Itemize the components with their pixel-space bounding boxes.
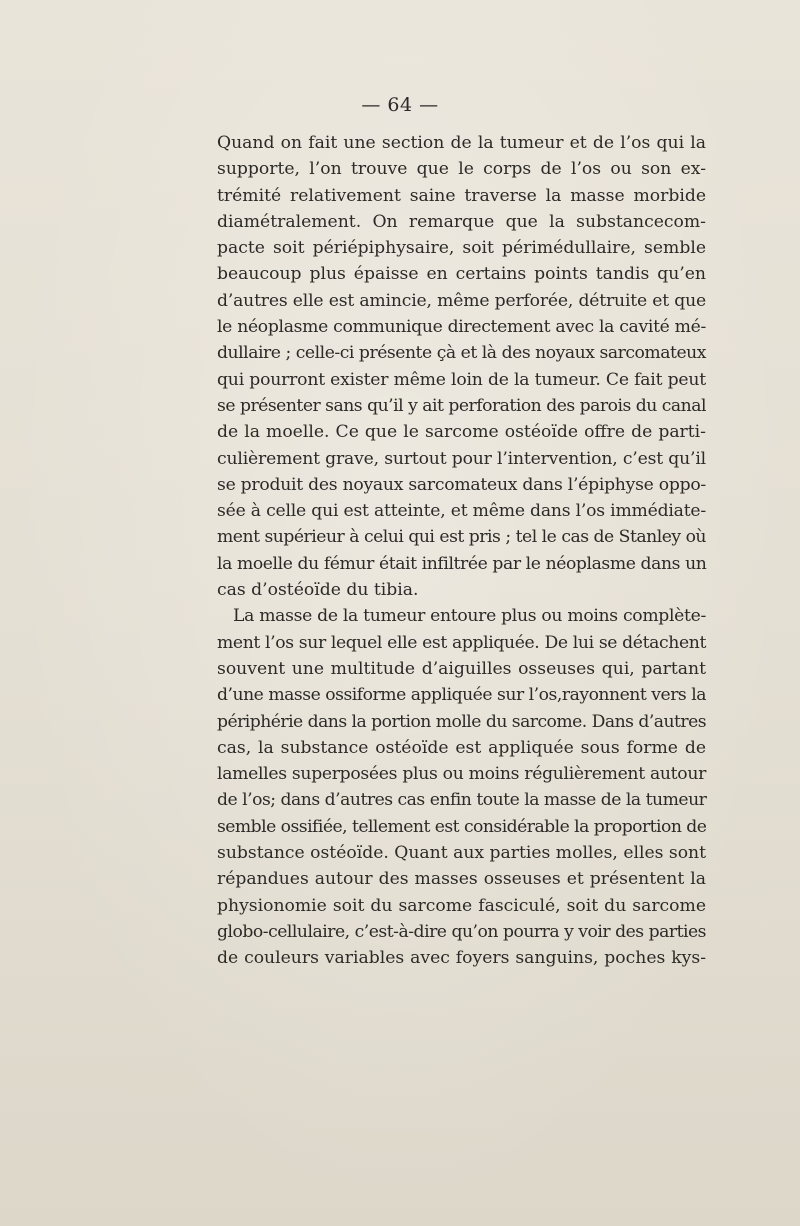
text-line: lamelles superposées plus ou moins régulièrement autour	[217, 764, 706, 785]
text-line: culièrement grave, surtout pour l’intervention, c’est qu’il	[217, 448, 706, 469]
text-line: de l’os; dans d’autres cas enfin toute la masse de la tumeur	[217, 790, 707, 811]
text-line: d’autres elle est amincie, même perforée, détruite et que	[217, 290, 707, 311]
page-number: — 64 —	[361, 94, 439, 116]
body-text	[217, 130, 706, 972]
text-line: diamétralement. On remarque que la substancecom-	[217, 211, 706, 232]
text-line: physionomie soit du sarcome fasciculé, soit du sarcome	[217, 895, 706, 916]
text-line: qui pourront exister même loin de la tumeur. Ce fait peut	[217, 369, 706, 390]
text-line: répandues autour des masses osseuses et présentent la	[217, 869, 706, 890]
text-line: Quand on fait une section de la tumeur et de l’os qui la	[217, 133, 706, 153]
text-line: ment l’os sur lequel elle est appliquée. De lui se détachent	[217, 632, 707, 653]
text-line: supporte, l’on trouve que le corps de l’os ou son ex-	[217, 159, 706, 180]
text-line: beaucoup plus épaisse en certains points tandis qu’en	[217, 264, 706, 285]
text-line: cas, la substance ostéoïde est appliquée sous forme de	[217, 737, 706, 758]
text-line: pacte soit périépiphysaire, soit périmédullaire, semble	[217, 238, 706, 259]
text-line: sée à celle qui est atteinte, et même dans l’os immédiate-	[217, 501, 706, 522]
text-line: cas d’ostéoïde du tibia.	[217, 580, 419, 601]
text-line: de couleurs variables avec foyers sanguins, poches kys-	[217, 948, 706, 969]
text-line: semble ossifiée, tellement est considérable la proportion de	[217, 816, 707, 837]
text-line: se présenter sans qu’il y ait perforation des parois du canal	[217, 395, 706, 416]
text-line: de la moelle. Ce que le sarcome ostéoïde offre de parti-	[217, 422, 706, 443]
text-line: La masse de la tumeur entoure plus ou moins complète-	[233, 606, 706, 627]
text-line: globo-cellulaire, c’est-à-dire qu’on pourra y voir des parties	[217, 921, 707, 942]
text-line: souvent une multitude d’aiguilles osseuses qui, partant	[217, 658, 706, 679]
text-line: substance ostéoïde. Quant aux parties molles, elles sont	[217, 843, 707, 864]
text-line: périphérie dans la portion molle du sarcome. Dans d’autres	[217, 711, 706, 732]
text-line: trémité relativement saine traverse la masse morbide	[217, 185, 706, 206]
text-line: dullaire ; celle-ci présente çà et là des noyaux sarcomateux	[217, 343, 706, 364]
paragraph-2	[217, 603, 706, 971]
text-line: la moelle du fémur était infiltrée par le néoplasme dans un	[217, 553, 707, 574]
text-line: ment supérieur à celui qui est pris ; tel le cas de Stanley où	[217, 527, 707, 548]
paragraph-1	[217, 130, 706, 603]
text-line: d’une masse ossiforme appliquée sur l’os,rayonnent vers la	[217, 685, 707, 706]
text-line: se produit des noyaux sarcomateux dans l’épiphyse oppo-	[217, 474, 706, 495]
text-line: le néoplasme communique directement avec la cavité mé-	[217, 317, 707, 338]
